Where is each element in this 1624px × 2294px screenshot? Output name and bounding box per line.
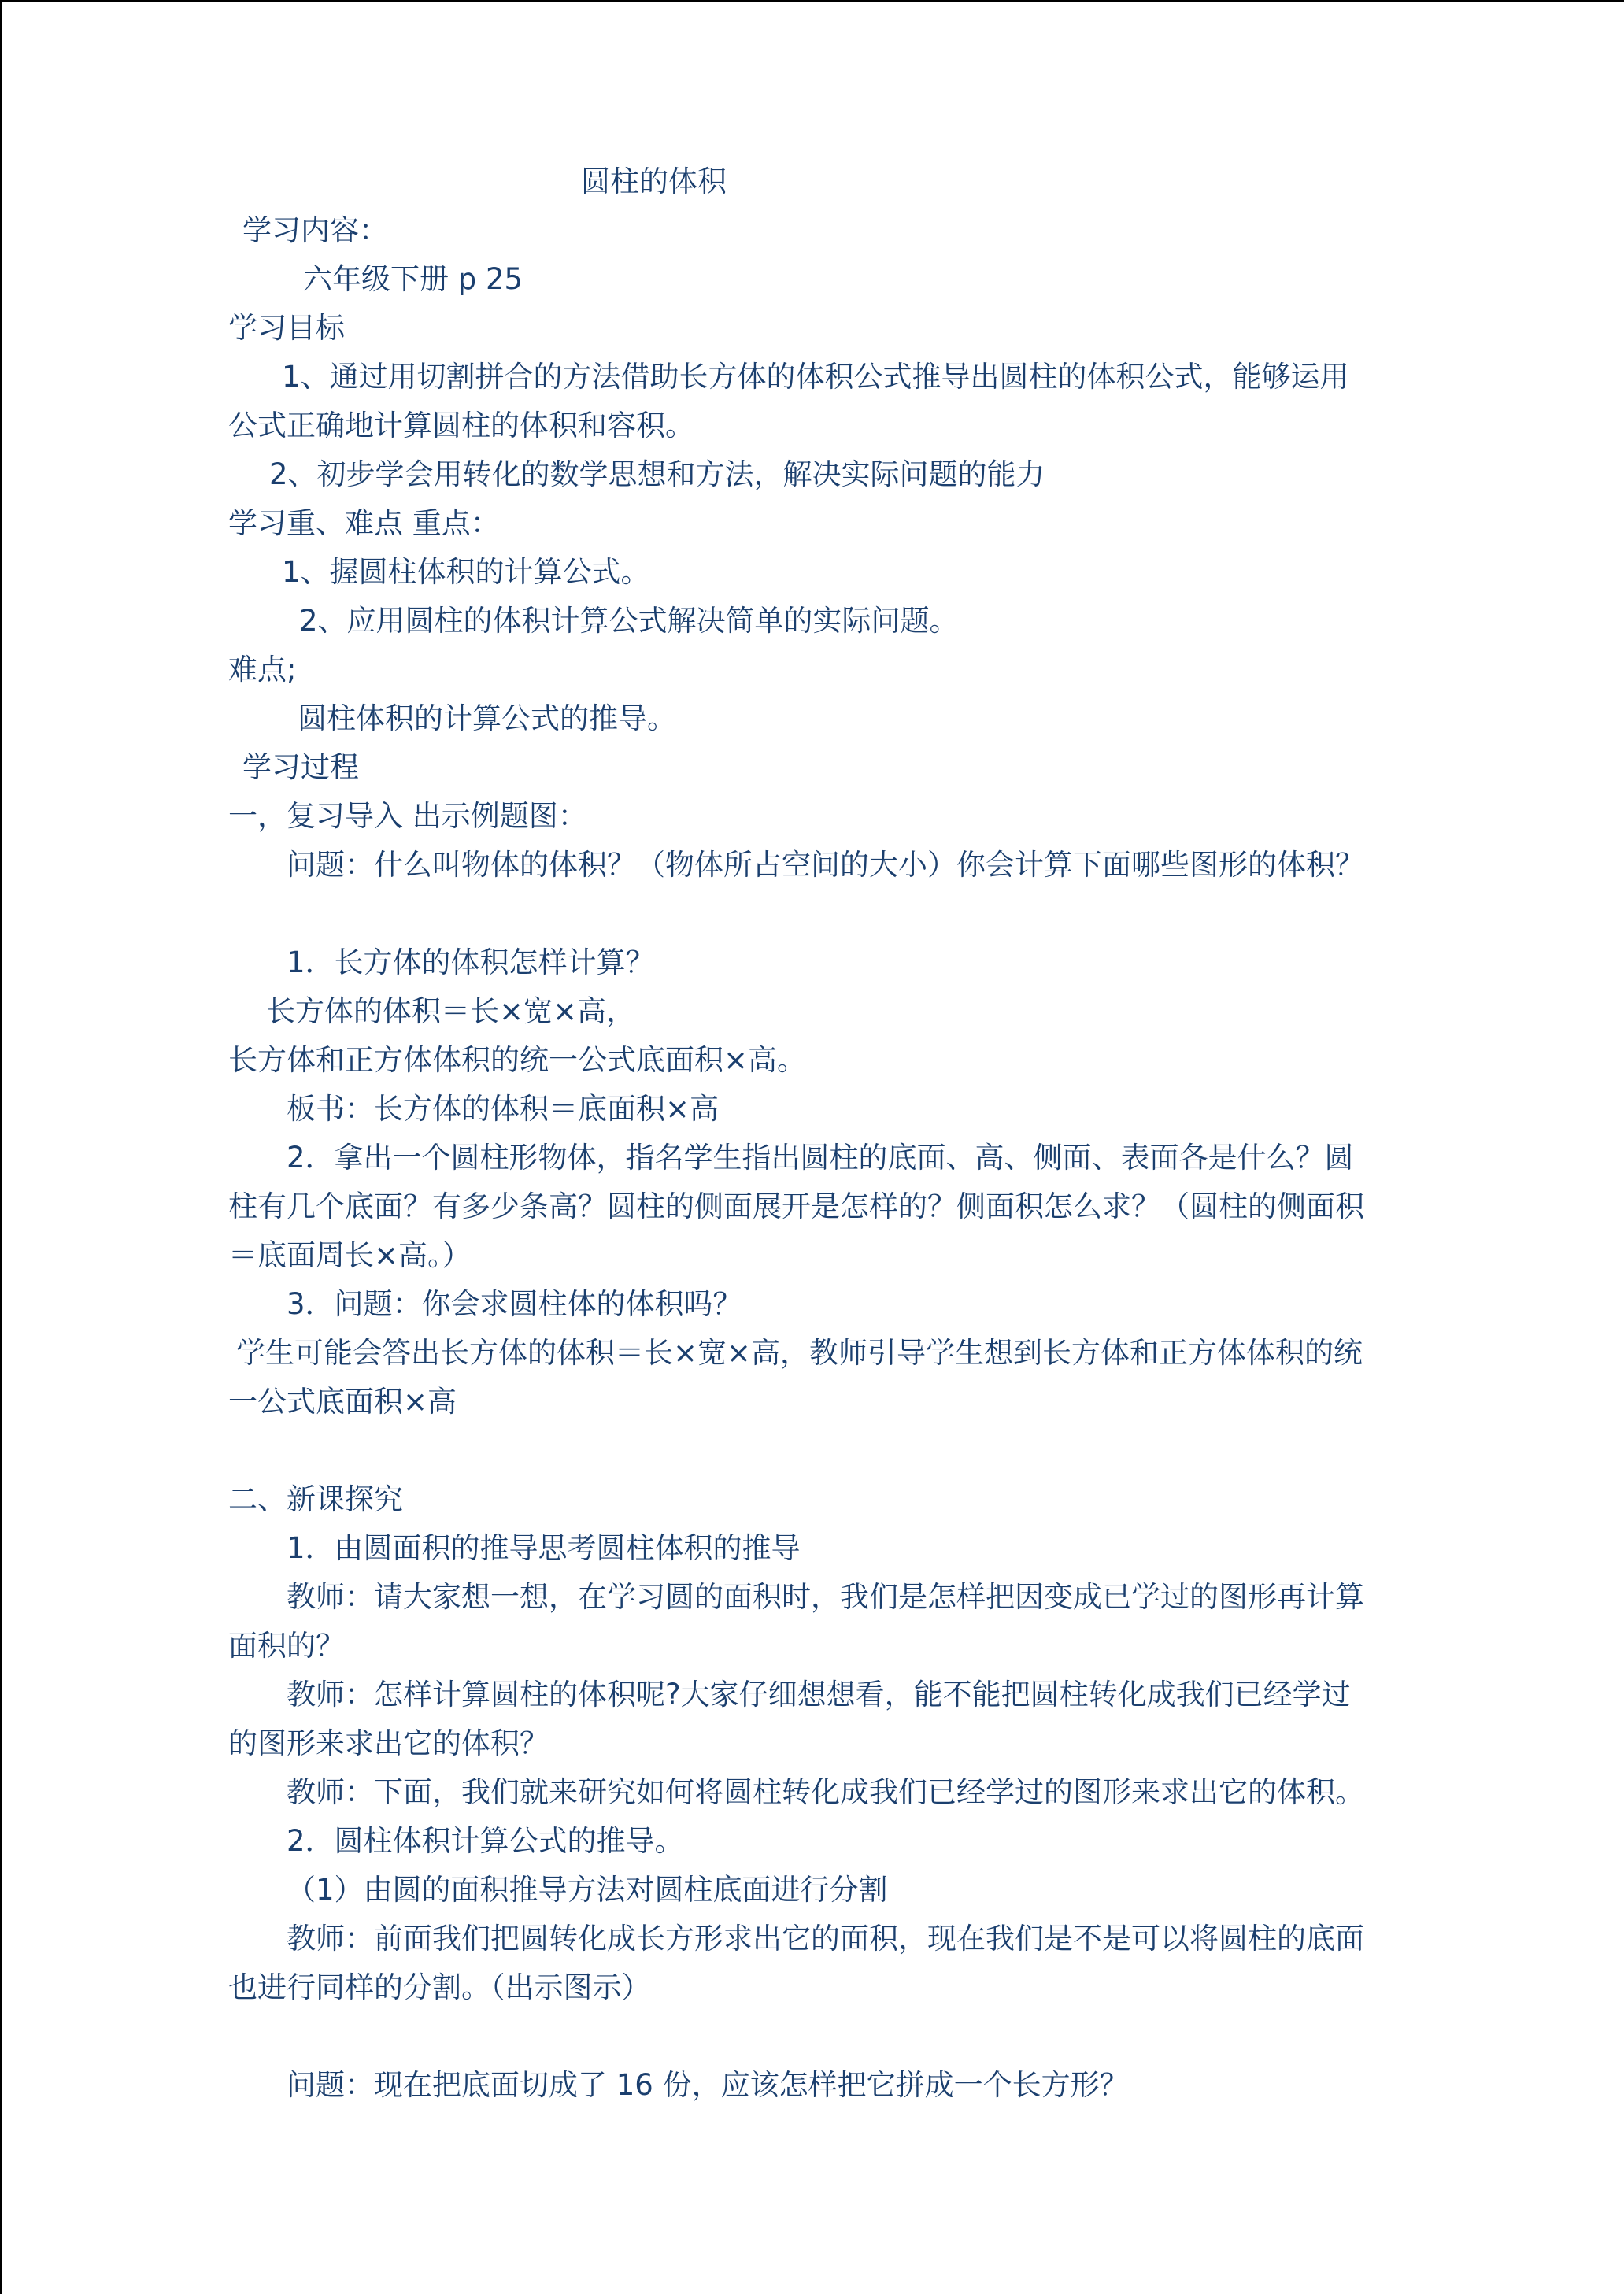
- section-heading: 难点;: [228, 653, 297, 686]
- section-heading: 二、新课探究: [228, 1482, 403, 1516]
- text-line: 一公式底面积×高: [228, 1385, 457, 1419]
- text-line: 1．由圆面积的推导思考圆柱体积的推导: [287, 1531, 801, 1565]
- text-line: 1、握圆柱体积的计算公式。: [282, 555, 650, 589]
- document-title: 圆柱的体积: [581, 165, 727, 198]
- text-line: 问题：什么叫物体的体积？（物体所占空间的大小）你会计算下面哪些图形的体积？: [287, 848, 1364, 882]
- text-line: 的图形来求出它的体积？: [228, 1726, 549, 1760]
- document-body: [228, 157, 1409, 2110]
- text-line: 也进行同样的分割。（出示图示）: [228, 1970, 651, 2004]
- text-line: 3．问题：你会求圆柱体的体积吗？: [287, 1287, 742, 1321]
- section-heading: 学习内容：: [242, 213, 388, 247]
- section-heading: 学习目标: [228, 311, 345, 345]
- text-line: ＝底面周长×高。）: [228, 1238, 472, 1272]
- text-line: 2．拿出一个圆柱形物体，指名学生指出圆柱的底面、高、侧面、表面各是什么？圆: [287, 1141, 1354, 1175]
- text-line: 圆柱体积的计算公式的推导。: [298, 701, 676, 735]
- text-line: 1．长方体的体积怎样计算？: [287, 945, 655, 979]
- text-line: 教师：怎样计算圆柱的体积呢?大家仔细想想看，能不能把圆柱转化成我们已经学过: [287, 1678, 1351, 1711]
- text-line: 2．圆柱体积计算公式的推导。: [287, 1824, 684, 1858]
- text-line: 2、应用圆柱的体积计算公式解决简单的实际问题。: [299, 604, 959, 638]
- text-line: 长方体的体积＝长×宽×高，: [266, 994, 636, 1028]
- text-line: 教师：前面我们把圆转化成长方形求出它的面积，现在我们是不是可以将圆柱的底面: [287, 1922, 1364, 1955]
- text-line: （1）由圆的面积推导方法对圆柱底面进行分割: [287, 1873, 888, 1907]
- text-line: 学生可能会答出长方体的体积＝长×宽×高，教师引导学生想到长方体和正方体体积的统: [236, 1336, 1363, 1370]
- text-line: 柱有几个底面？有多少条高？圆柱的侧面展开是怎样的？侧面积怎么求？（圆柱的侧面积: [228, 1190, 1364, 1223]
- text-line: 板书：长方体的体积＝底面积×高: [287, 1092, 720, 1126]
- text-line: 公式正确地计算圆柱的体积和容积。: [228, 409, 694, 442]
- section-heading: 学习重、难点 重点：: [228, 506, 500, 540]
- text-line: 六年级下册 p 25: [303, 262, 523, 296]
- section-heading: 学习过程: [242, 750, 359, 784]
- text-line: 教师：下面，我们就来研究如何将圆柱转化成我们已经学过的图形来求出它的体积。: [287, 1775, 1364, 1809]
- text-line: 问题：现在把底面切成了 16 份，应该怎样把它拼成一个长方形？: [287, 2068, 1129, 2102]
- text-line: 1、通过用切割拼合的方法借助长方体的体积公式推导出圆柱的体积公式，能够运用: [282, 360, 1349, 394]
- text-line: 2、初步学会用转化的数学思想和方法，解决实际问题的能力: [269, 457, 1045, 491]
- text-line: 长方体和正方体体积的统一公式底面积×高。: [228, 1043, 807, 1077]
- text-line: 教师：请大家想一想，在学习圆的面积时，我们是怎样把因变成已学过的图形再计算: [287, 1580, 1364, 1614]
- text-line: 面积的？: [228, 1629, 345, 1663]
- section-heading: 一，复习导入 出示例题图：: [228, 799, 587, 833]
